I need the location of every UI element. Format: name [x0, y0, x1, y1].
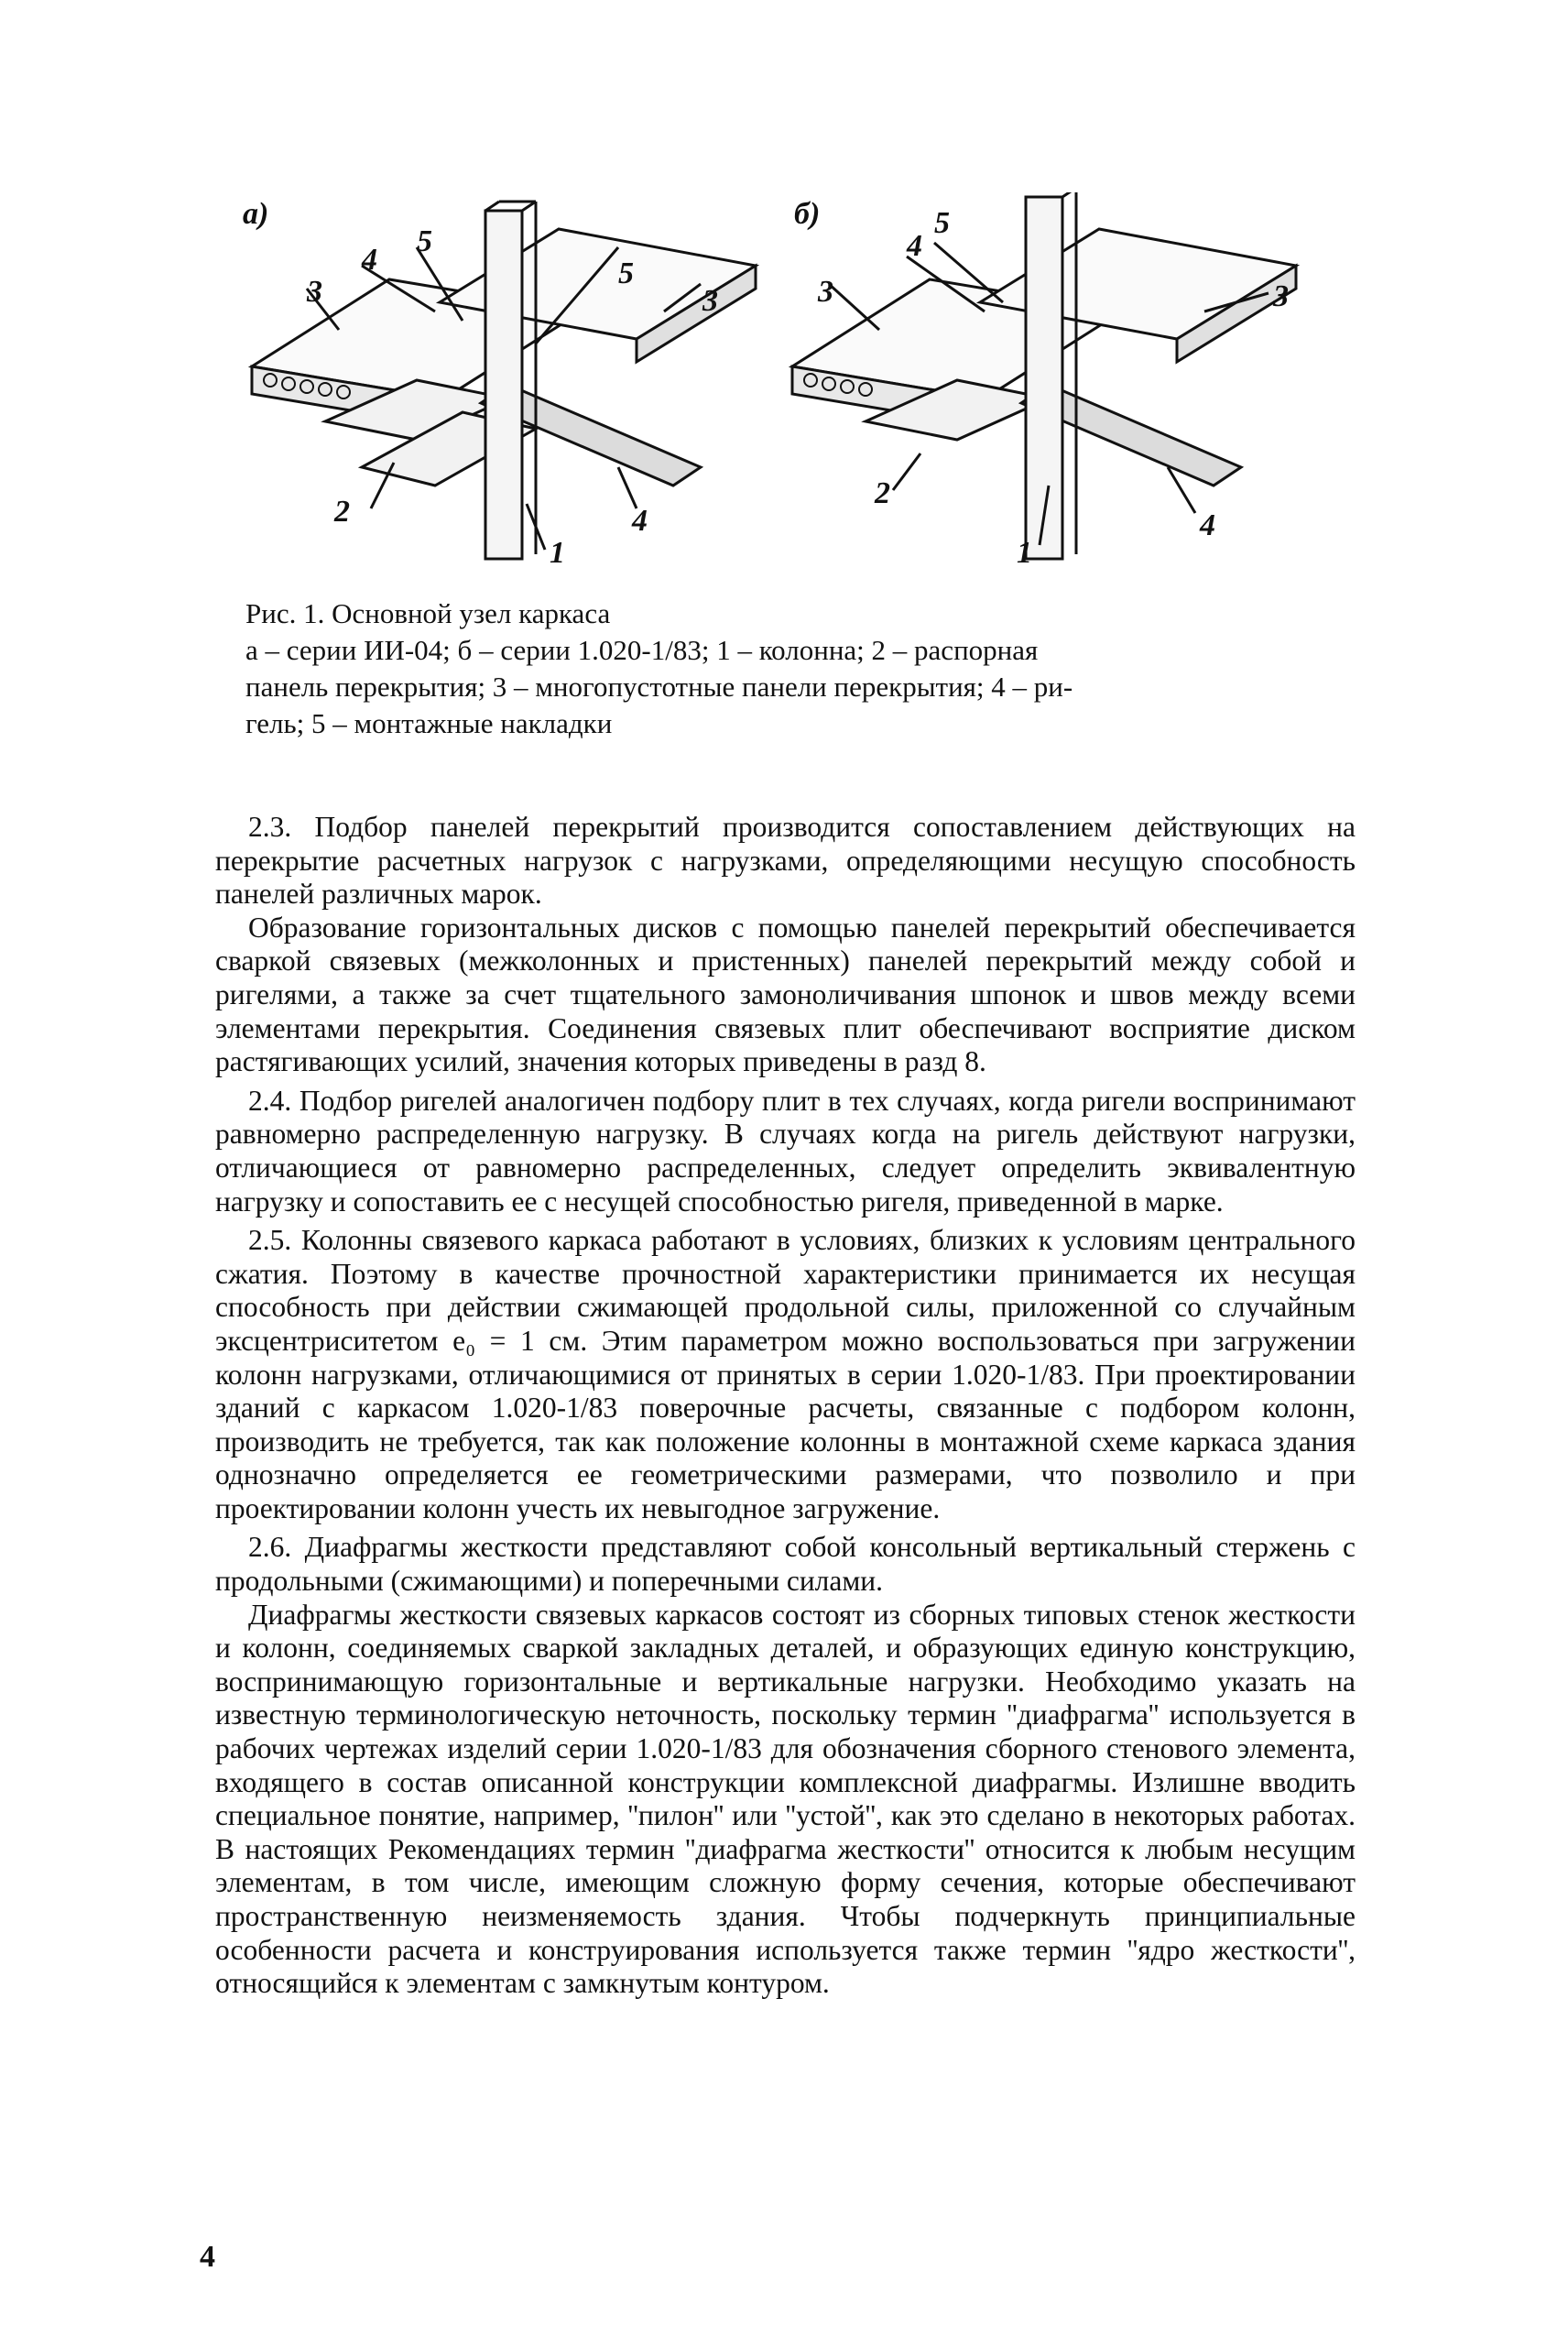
panel-a-label: а)	[243, 197, 269, 231]
frame-node-figure	[234, 192, 1369, 577]
caption-title: Рис. 1. Основной узел каркаса	[245, 597, 611, 629]
paragraph-2-6: 2.6. Диафрагмы жесткости представляют собой консольный вертикальный стержень с продольными (сжимающими) и поперечными силами.	[215, 1531, 1356, 1598]
callout-b: 2	[875, 476, 890, 510]
frame-node-drawing	[234, 192, 1369, 577]
caption-line: а – серии ИИ-04; б – серии 1.020-1/83; 1 – колонна; 2 – распорная	[245, 634, 1039, 666]
paragraph: Диафрагмы жесткости связевых каркасов состоят из сборных типовых стенок жесткости и колонн, соединяемых сваркой закладных деталей, и образующих единую конструкцию, воспринимающую горизонтальные и вертикальные нагрузки. Необходимо указать на известную терминологическую неточность, поскольку термин ''диафрагма'' используется в рабочих чертежах изделий серии 1.020-1/83 для обозначения сборного стенового элемента, входящего в состав описанной конструкции комплексной диафрагмы. Излишне вводить специальное понятие, например, ''пилон'' или ''устой'', как это сделано в некоторых работах. В настоящих Рекомендациях термин ''диафрагма жесткости'' относится к любым несущим элементам, в том числе, имеющим сложную форму сечения, которые обеспечивают пространственную неизменяемость здания. Чтобы подчеркнуть принципиальные особенности расчета и конструирования используется также термин ''ядро жесткости'', относящийся к элементам с замкнутым контуром.	[215, 1598, 1356, 2000]
figure-caption	[245, 595, 1308, 742]
paragraph-2-3: 2.3. Подбор панелей перекрытий производится сопоставлением действующих на перекрытие расчетных нагрузок с нагрузками, определяющими несущую способность панелей различных марок.	[215, 811, 1356, 911]
callout-a: 4	[362, 243, 377, 277]
callout-a: 3	[307, 275, 322, 309]
paragraph: Образование горизонтальных дисков с помощью панелей перекрытий обеспечивается сваркой связевых (межколонных и пристенных) панелей перекрытий между собой и ригелями, а также за счет тщательного замоноличивания шпонок и швов между всеми элементами перекрытия. Соединения связевых плит обеспечивают восприятие диском растягивающих усилий, значения которых приведены в разд 8.	[215, 911, 1356, 1078]
paragraph-2-5: 2.5. Колонны связевого каркаса работают в условиях, близких к условиям центрального сжатия. Поэтому в качестве прочностной характеристики принимается их несущая способность при действии сжимающей продольной силы, приложенной со случайным эксцентриситетом e₀ = 1 см. Этим параметром можно воспользоваться при загружении колонн нагрузками, отличающимися от принятых в серии 1.020-1/83. При проектировании зданий с каркасом 1.020-1/83 поверочные расчеты, связанные с подбором колонн, производить не требуется, так как положение колонны в монтажной схеме каркаса здания однозначно определяется ее геометрическими размерами, что позволило и при проектировании колонн учесть их невыгодное загружение.	[215, 1224, 1356, 1524]
page-number: 4	[200, 2240, 215, 2274]
callout-b: 1	[1017, 536, 1032, 570]
body-text	[215, 811, 1356, 2001]
callout-b: 4	[1200, 508, 1215, 542]
callout-a: 4	[632, 504, 648, 538]
callout-a: 1	[550, 536, 565, 570]
panel-b-drawing	[792, 192, 1296, 559]
callout-a: 3	[702, 284, 718, 318]
panel-a-drawing	[252, 202, 756, 559]
paragraph-2-4: 2.4. Подбор ригелей аналогичен подбору плит в тех случаях, когда ригели воспринимают равномерно распределенную нагрузку. В случаях когда на ригель действуют нагрузки, отличающиеся от равномерно распределенных, следует определить эквивалентную нагрузку и сопоставить ее с несущей способностью ригеля, приведенной в марке.	[215, 1084, 1356, 1218]
callout-a: 5	[417, 224, 432, 258]
callout-b: 3	[818, 275, 833, 309]
callout-a: 2	[334, 495, 350, 529]
callout-b: 4	[907, 229, 922, 263]
caption-line: панель перекрытия; 3 – многопустотные панели перекрытия; 4 – ри-	[245, 671, 1073, 703]
callout-a: 5	[618, 257, 634, 290]
panel-b-label: б)	[794, 197, 821, 231]
caption-line: гель; 5 – монтажные накладки	[245, 707, 613, 739]
callout-b: 5	[934, 206, 950, 240]
callout-b: 3	[1273, 279, 1289, 313]
